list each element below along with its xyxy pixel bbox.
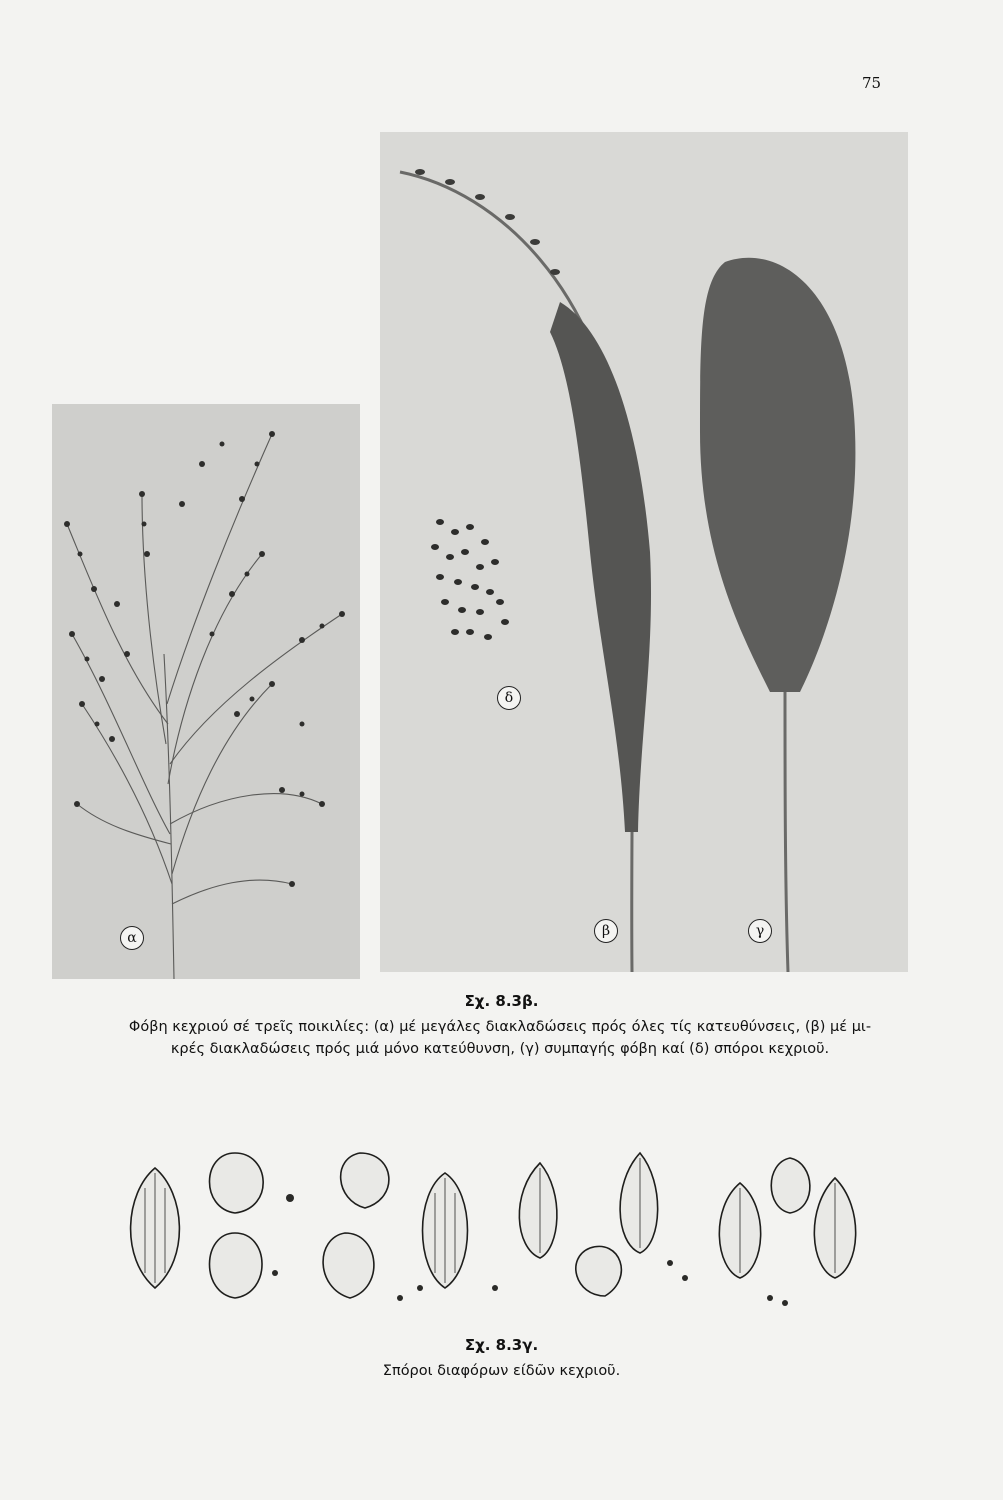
label-gamma: γ: [748, 919, 772, 943]
panicle-a-photo: [52, 404, 360, 979]
seeds-drawing: [110, 1138, 880, 1313]
panicles-photo: [380, 132, 908, 972]
label-delta: δ: [497, 686, 521, 710]
label-beta: β: [594, 919, 618, 943]
figure-b-title: Σχ. 8.3β.: [464, 992, 539, 1010]
figure-b-caption-line2: κρές διακλαδώσεις πρός μιά μόνο κατεύθυνση, (γ) συμπαγής φόβη καί (δ) σπόροι κεχριοῦ.: [170, 1041, 830, 1057]
label-alpha: α: [120, 926, 144, 950]
figure-c-title: Σχ. 8.3γ.: [464, 1336, 539, 1354]
figure-c-caption: Σπόροι διαφόρων είδῶν κεχριοῦ.: [382, 1363, 621, 1379]
figure-b-caption-line1: Φόβη κεχριού σέ τρεῖς ποικιλίες: (α) μέ μεγάλες διακλαδώσεις πρός όλες τίς κατευθύνσεις, (β) μέ μι-: [128, 1019, 872, 1035]
page-number: 75: [862, 74, 882, 92]
